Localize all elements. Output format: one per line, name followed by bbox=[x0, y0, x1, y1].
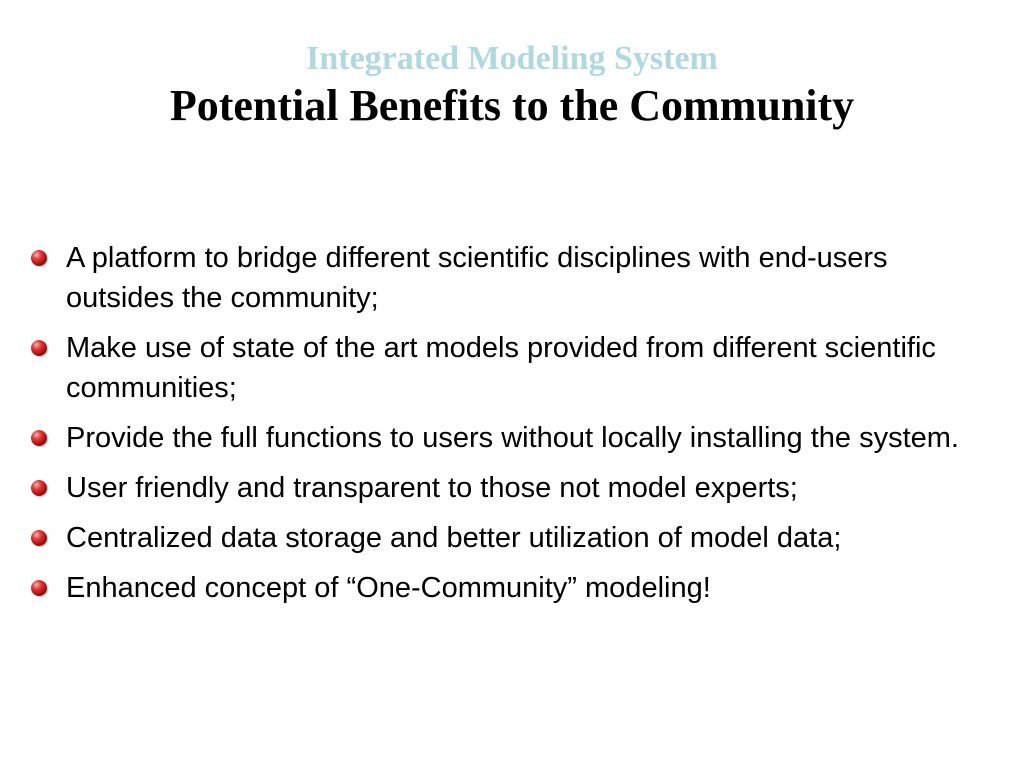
bullet-text: Provide the full functions to users without locally installing the system. bbox=[66, 422, 959, 454]
red-sphere-bullet-icon bbox=[31, 340, 47, 356]
bullet-text: Enhanced concept of “One-Community” modeling! bbox=[66, 572, 711, 604]
slide-subtitle: Integrated Modeling System bbox=[306, 40, 718, 77]
red-sphere-bullet-icon bbox=[31, 530, 47, 546]
red-sphere-bullet-icon bbox=[31, 580, 47, 596]
bullet-item bbox=[30, 468, 1000, 508]
bullet-text: User friendly and transparent to those not model experts; bbox=[66, 472, 798, 504]
bullet-list bbox=[30, 238, 1000, 618]
red-sphere-bullet-icon bbox=[31, 430, 47, 446]
bullet-item bbox=[30, 418, 1000, 458]
bullet-text: Make use of state of the art models provided from different scientific communities; bbox=[66, 332, 936, 404]
slide-title: Potential Benefits to the Community bbox=[169, 81, 855, 130]
bullet-text: A platform to bridge different scientific disciplines with end-users outsides the community; bbox=[66, 242, 888, 314]
red-sphere-bullet-icon bbox=[31, 250, 47, 266]
bullet-item bbox=[30, 328, 1000, 408]
red-sphere-bullet-icon bbox=[31, 480, 47, 496]
bullet-item bbox=[30, 568, 1000, 608]
slide-header bbox=[0, 38, 1024, 132]
bullet-item bbox=[30, 238, 1000, 318]
bullet-text: Centralized data storage and better utilization of model data; bbox=[66, 522, 842, 554]
bullet-item bbox=[30, 518, 1000, 558]
